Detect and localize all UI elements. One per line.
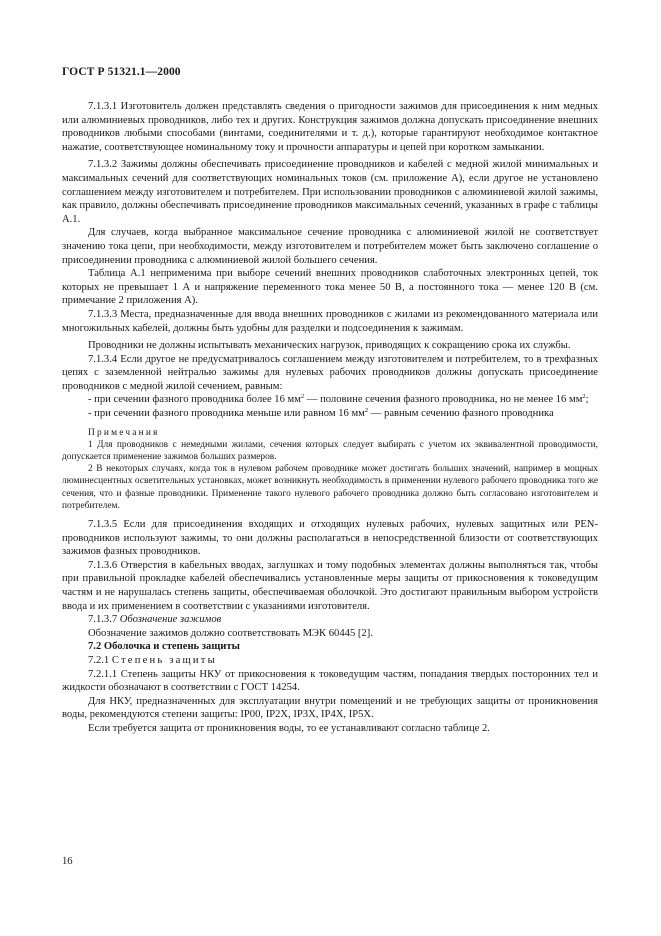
paragraph-7-1-3-3: 7.1.3.3 Места, предназначенные для ввода внешних проводников с жилами из рекомендованного материала или многожильных кабелей, должны быть удобны для разделки и подсоединения к зажимам. — [62, 308, 598, 334]
paragraph-indoor-ip: Для НКУ, предназначенных для эксплуатации внутри помещений и не требующих защиты от проникновения воды, рекомендуются степени защиты: IP00, IP2X, IP3X, IP4X, IP5X. — [62, 695, 598, 721]
paragraph-mechanical-loads: Проводники не должны испытывать механических нагрузок, приводящих к сокращению срока их службы. — [88, 340, 571, 352]
list-item-up-to-16: - при сечении фазного проводника меньше или равном 16 $мм^2$ — равным сечению фазного проводника — [88, 407, 554, 420]
paragraph-7-1-3-6: 7.1.3.6 Отверстия в кабельных вводах, заглушках и тому подобных элементах должны выполняться так, чтобы при правильной прокладке кабелей обеспечивались установленные меры защиты от прикосновения к токоведущим частям и не нарушалась степень защиты, обеспечиваемая оболочкой. Это достигают правильным выбором устройств ввода и их применением в соответствии с указаниями изготовителя. — [62, 559, 598, 612]
list-item-over-16: - при сечении фазного проводника более 16 $мм^2$ — половине сечения фазного проводника, но не менее 16 $мм^2$; — [88, 393, 589, 406]
paragraph-aluminium: Для случаев, когда выбранное максимальное сечение проводника с алюминиевой жилой не соответствует значению тока цепи, при необходимости, между изготовителем и потребителем может быть заключено соглашение о присоединении проводника с алюминиевой жилой большего сечения. — [62, 227, 598, 266]
paragraph-7-2-1-1: 7.2.1.1 Степень защиты НКУ от прикосновения к токоведущим частям, попадания твердых посторонних тел и жидкости обозначают в соответствии с ГОСТ 14254. — [62, 668, 598, 694]
page-number: 16 — [62, 856, 73, 867]
paragraph-7-1-3-5: 7.1.3.5 Если для присоединения входящих и отходящих нулевых рабочих, нулевых защитных или PEN-проводников используют зажимы, то они должны располагаться в непосредственной близости от соответствующих зажимов фазных проводников. — [62, 519, 598, 558]
note-1: 1 Для проводников с немедными жилами, сечения которых следует выбирать с учетом их эквивалентной проводимости, допускается применение зажимов больших размеров. — [62, 439, 598, 463]
paragraph-7-1-3-1: 7.1.3.1 Изготовитель должен представлять сведения о пригодности зажимов для присоединения к ним медных или алюминиевых проводников, либо тех и других. Конструкция зажимов должна допускать присоединение внешних проводников любыми способами (винтами, соединителями и т. д.), которые гарантируют необходимое контактное нажатие, соответствующее номинальному току и прочности аппаратуры и цепей при коротком замыкании. — [62, 101, 598, 153]
document-body — [62, 100, 598, 736]
paragraph-7-1-3-2: 7.1.3.2 Зажимы должны обеспечивать присоединение проводников и кабелей с медной жилой минимальных и максимальных сечений для соответствующих номинальных токов (см. приложение А), если другое не установлено соглашением между изготовителем и потребителем. При использовании проводников с алюминиевой жилой зажимы, как правило, должны обеспечивать присоединение проводников максимальных сечений, указанных в графе с таблицы А.1. — [62, 159, 598, 225]
document-header: ГОСТ Р 51321.1—2000 — [62, 66, 181, 78]
subsection-heading-7-2-1: 7.2.1 Степень защиты — [88, 655, 217, 667]
paragraph-table-a1: Таблица А.1 неприменима при выборе сечений внешних проводников слаботочных электронных цепей, ток которых не превышает 1 А и напряжение переменного тока менее 50 В, а постоянного тока — менее 120 В (см. примечание 2 приложения А). — [62, 268, 598, 307]
paragraph-terminal-marking: Обозначение зажимов должно соответствовать МЭК 60445 [2]. — [88, 627, 373, 639]
paragraph-7-1-3-4: 7.1.3.4 Если другое не предусматривалось соглашением между изготовителем и потребителем, то в трехфазных цепях с заземленной нейтралью зажимы для нулевых рабочих проводников должны допускать присоединение проводников с медной жилой сечением, равным: — [62, 353, 598, 392]
paragraph-water-protection: Если требуется защита от проникновения воды, то ее устанавливают согласно таблице 2. — [88, 722, 490, 734]
note-2: 2 В некоторых случаях, когда ток в нулевом рабочем проводнике может достигать больших значений, например в мощных люминесцентных осветительных установках, может возникнуть необходимость в применении нулевого рабочего проводника того же сечения, что и фазные проводники. Применение такого нулевого рабочего проводника должно быть согласовано изготовителем и потребителем. — [62, 464, 598, 511]
section-heading-7-2: 7.2 Оболочка и степень защиты — [88, 641, 240, 653]
notes-heading: Примечания — [88, 427, 160, 438]
paragraph-7-1-3-7: 7.1.3.7 Обозначение зажимов — [88, 614, 222, 626]
